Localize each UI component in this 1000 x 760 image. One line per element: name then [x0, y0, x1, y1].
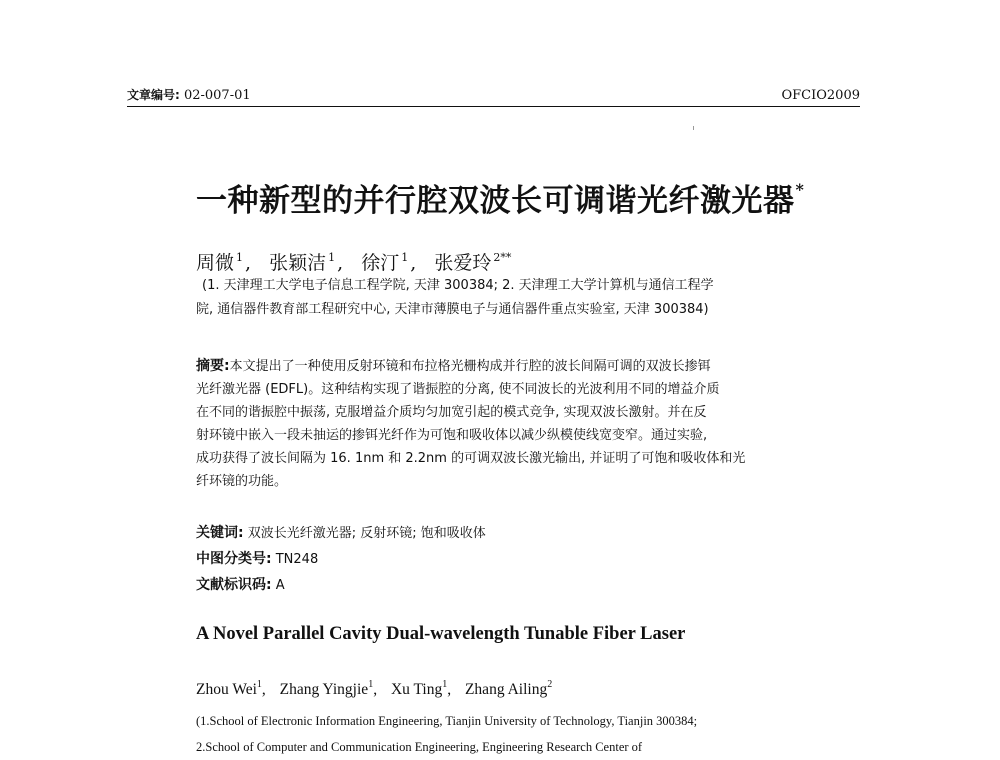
author-en: Zhang Yingjie: [279, 681, 369, 698]
abstract-line: 光纤激光器 (EDFL)。这种结构实现了谐振腔的分离, 使不同波长的光波利用不同的增益介质: [196, 382, 720, 397]
author-cn: 张颖洁: [269, 252, 327, 274]
affiliation-en: [196, 708, 836, 760]
author-en-sup: 1: [442, 679, 448, 690]
author-en-sup: 1: [256, 679, 262, 690]
author-cn-sup: 1: [328, 251, 336, 264]
doc-code-label: 文献标识码:: [196, 577, 272, 593]
author-sep: ,: [373, 681, 378, 698]
author-cn-sup: 1: [401, 251, 409, 264]
author-en-sup: 2: [547, 679, 553, 690]
author-cn: 张爱玲: [434, 252, 492, 274]
header-article-number: [127, 88, 251, 103]
affiliation-cn: [196, 274, 816, 322]
author-sep: ,: [447, 681, 452, 698]
author-en: Zhou Wei: [196, 681, 257, 698]
author-en-sup: 1: [368, 679, 374, 690]
scan-speck: [693, 126, 694, 130]
header-rule: [127, 106, 860, 107]
authors-cn: [196, 245, 525, 276]
author-sep: ,: [410, 252, 417, 274]
paper-title-cn: [196, 170, 804, 221]
abstract-text: 本文提出了一种使用反射环镜和布拉格光栅构成并行腔的波长间隔可调的双波长掺铒: [229, 359, 711, 374]
authors-en: [196, 679, 562, 699]
paper-title-en: A Novel Parallel Cavity Dual-wavelength Tunable Fiber Laser: [196, 624, 686, 644]
author-cn-sup: 1: [236, 251, 244, 264]
author-en: Zhang Ailing: [464, 681, 548, 698]
author-sep: ,: [337, 252, 344, 274]
author-cn: 徐汀: [361, 252, 400, 274]
author-cn: 周微: [196, 252, 235, 274]
abstract-line: [196, 355, 816, 378]
article-number-value: 02-007-01: [179, 88, 251, 103]
keywords: [196, 522, 486, 542]
author-en: Xu Ting: [390, 681, 443, 698]
clc-label: 中图分类号:: [196, 551, 272, 567]
article-number-label: 文章编号:: [127, 88, 180, 102]
abstract-cn: [196, 355, 816, 493]
author-sep: ,: [261, 681, 266, 698]
affiliation-en-line: 2.School of Computer and Communication Engineering, Engineering Research Center of: [196, 740, 643, 754]
keywords-label: 关键词:: [196, 525, 244, 541]
clc-value: TN248: [271, 552, 319, 567]
doc-code-value: A: [271, 578, 285, 593]
document-code: [196, 574, 285, 594]
affiliation-en-line: (1.School of Electronic Information Engineering, Tianjin University of Technology, Tianjin 300384;: [196, 714, 698, 728]
affiliation-cn-line: 院, 通信器件教育部工程研究中心, 天津市薄膜电子与通信器件重点实验室, 天津 300384): [196, 302, 709, 317]
author-cn-sup: 2**: [493, 251, 512, 264]
affiliation-cn-line: (1. 天津理工大学电子信息工程学院, 天津 300384; 2. 天津理工大学计算机与通信工程学: [202, 278, 714, 293]
header-conference: OFCIO2009: [781, 88, 860, 103]
abstract-label: 摘要:: [196, 358, 230, 374]
abstract-line: 纤环镜的功能。: [196, 474, 288, 489]
title-text: 一种新型的并行腔双波长可调谐光纤激光器: [196, 183, 795, 219]
author-sep: ,: [245, 252, 252, 274]
abstract-line: 射环镜中嵌入一段未抽运的掺铒光纤作为可饱和吸收体以减少纵模使线宽变窄。通过实验,: [196, 428, 708, 443]
title-footnote-mark: *: [795, 180, 805, 199]
abstract-line: 在不同的谐振腔中振荡, 克服增益介质均匀加宽引起的模式竞争, 实现双波长激射。并在反: [196, 405, 707, 420]
abstract-line: 成功获得了波长间隔为 16. 1nm 和 2.2nm 的可调双波长激光输出, 并证明了可饱和吸收体和光: [196, 451, 746, 466]
clc-number: [196, 548, 318, 568]
keywords-value: 双波长光纤激光器; 反射环镜; 饱和吸收体: [243, 526, 486, 541]
